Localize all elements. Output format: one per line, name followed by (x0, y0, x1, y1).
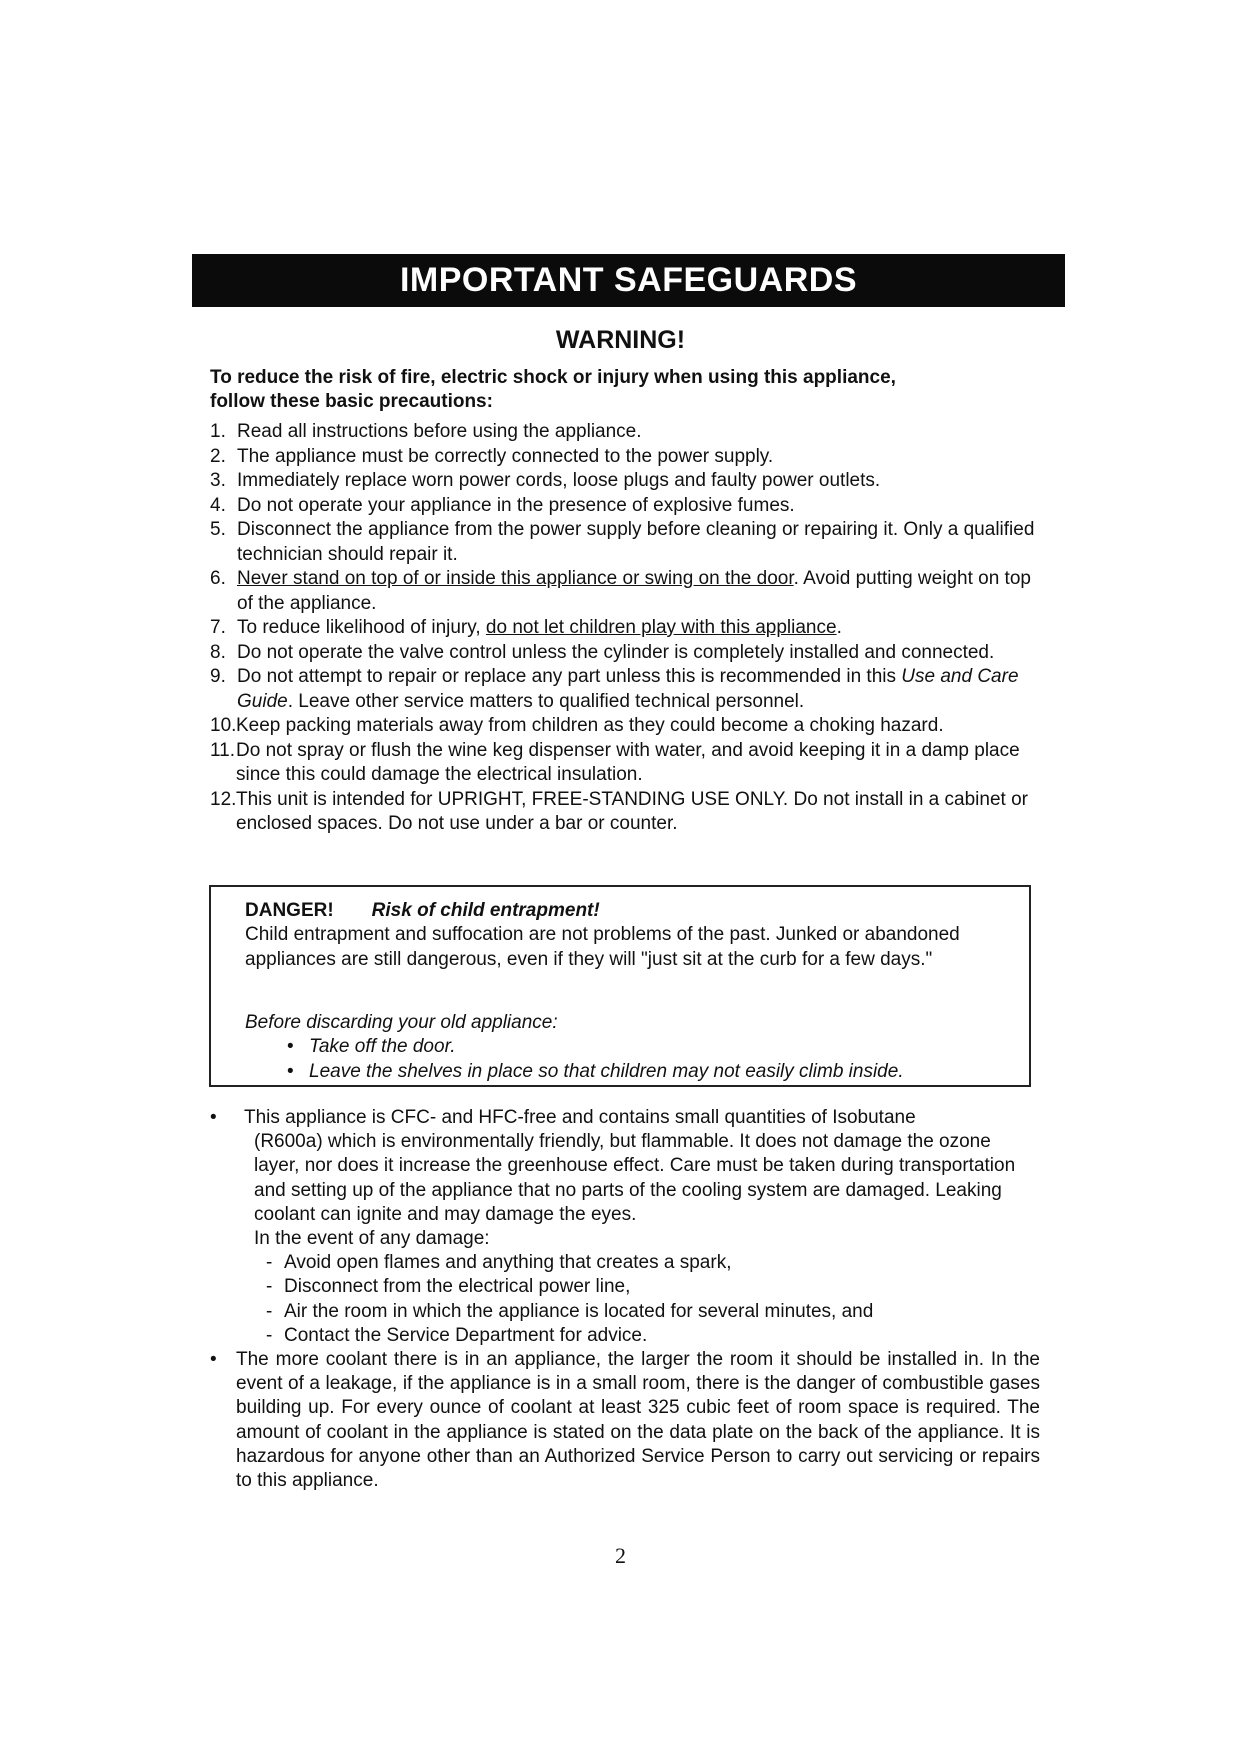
precaution-item (210, 665, 1040, 714)
item-underlined-text: do not let children play with this appliance (485, 617, 837, 638)
item-number: 10. (210, 715, 237, 736)
item-number: 9. (210, 666, 226, 687)
precaution-item (210, 420, 1040, 445)
item-italic-text: Use and Care Guide (237, 666, 1019, 712)
damage-step (266, 1275, 1040, 1299)
item-text: . Avoid putting weight on top of the appliance. (237, 568, 1031, 614)
discard-step (287, 1035, 904, 1060)
item-text: . Leave other service matters to qualified technical personnel. (287, 690, 805, 712)
warning-heading: WARNING! (555, 326, 686, 354)
danger-label: DANGER! (245, 900, 334, 921)
bullet-icon: • (210, 1349, 217, 1371)
precaution-item (210, 714, 1040, 739)
discard-step (287, 1060, 904, 1085)
item-number: 2. (210, 445, 226, 467)
danger-box (209, 885, 1031, 1087)
dash-icon: - (266, 1300, 273, 1322)
item-text: This unit is intended for UPRIGHT, FREE-STANDING USE ONLY. Do not install in a cabinet or enclosed spaces. Do not use under a bar or counter. (236, 788, 1028, 834)
item-number: 11. (210, 739, 236, 761)
damage-step-text: Avoid open flames and anything that creates a spark, (284, 1252, 732, 1274)
note-text: In the event of any damage: (254, 1228, 490, 1250)
discard-step-text: Take off the door. (309, 1036, 456, 1057)
item-text: . (836, 617, 842, 638)
damage-step-text: Contact the Service Department for advice. (284, 1324, 648, 1346)
page-number: 2 (615, 1543, 626, 1568)
item-text: To reduce likelihood of injury, (237, 617, 486, 638)
dash-icon: - (266, 1252, 273, 1274)
bullet-icon: • (287, 1060, 294, 1082)
item-number: 3. (210, 470, 226, 491)
precaution-item (210, 641, 1040, 666)
item-text: Disconnect the appliance from the power supply before cleaning or repairing it. Only a qualified technician should repair it. (237, 519, 1035, 565)
item-number: 8. (210, 641, 226, 663)
item-text: The appliance must be correctly connected to the power supply. (237, 445, 774, 467)
discard-step-text: Leave the shelves in place so that children may not easily climb inside. (309, 1060, 904, 1082)
item-text: Do not attempt to repair or replace any part unless this is recommended in this (237, 666, 902, 687)
item-number: 12. (210, 788, 237, 810)
precaution-item (210, 616, 1040, 641)
damage-step-text: Disconnect from the electrical power line, (284, 1276, 631, 1298)
item-text: Do not operate the valve control unless the cylinder is completely installed and connected. (237, 641, 995, 663)
damage-step (266, 1251, 1040, 1275)
precaution-item (210, 567, 1040, 616)
damage-step (266, 1324, 1040, 1348)
precaution-item (210, 518, 1040, 567)
precaution-item (210, 494, 1040, 519)
note-text: This appliance is CFC- and HFC-free and contains small quantities of Isobutane (244, 1107, 916, 1128)
item-text: Do not spray or flush the wine keg dispenser with water, and avoid keeping it in a damp place since this could damage the electrical insulation. (236, 739, 1020, 785)
item-text: Keep packing materials away from children as they could become a choking hazard. (236, 715, 944, 736)
damage-step-text: Air the room in which the appliance is located for several minutes, and (284, 1300, 874, 1322)
damage-step (266, 1300, 1040, 1324)
note-text: (R600a) which is environmentally friendly, but flammable. It does not damage the ozone layer, nor does it increase the greenhouse effect. Care must be taken during transportation and setting up of the appliance that no parts of the cooling system are damaged. Leaking coolant can ignite and may damage the eyes. (254, 1131, 1016, 1225)
item-number: 7. (210, 617, 226, 638)
precautions-list (210, 420, 1040, 837)
precaution-item (210, 739, 1040, 788)
item-number: 5. (210, 519, 226, 540)
item-text: Read all instructions before using the appliance. (237, 421, 642, 442)
danger-risk: Risk of child entrapment! (371, 900, 600, 921)
refrigerant-note (210, 1348, 1040, 1493)
item-number: 6. (210, 568, 226, 589)
refrigerant-note (210, 1106, 1040, 1348)
dash-icon: - (266, 1276, 273, 1298)
danger-header (245, 899, 600, 924)
danger-before-discarding: Before discarding your old appliance: (245, 1012, 558, 1033)
section-banner: IMPORTANT SAFEGUARDS (192, 254, 1065, 307)
bullet-icon: • (210, 1107, 217, 1128)
bullet-icon: • (287, 1036, 294, 1057)
danger-body: Child entrapment and suffocation are not problems of the past. Junked or abandoned appliances are still dangerous, even if they will "just sit at the curb for a few days." (245, 924, 960, 970)
intro-text (210, 366, 1030, 414)
note-text: The more coolant there is in an appliance, the larger the room it should be installed in. In the event of a leakage, if the appliance is in a small room, there is the danger of combustible gases building up. For every ounce of coolant at least 325 cubic feet of room space is required. The amount of coolant in the appliance is stated on the data plate on the back of the appliance. It is hazardous for anyone other than an Authorized Service Person to carry out servicing or repairs to this appliance. (236, 1349, 1040, 1492)
refrigerant-notes (210, 1106, 1040, 1493)
precaution-item (210, 445, 1040, 470)
item-text: Immediately replace worn power cords, loose plugs and faulty power outlets. (237, 470, 881, 491)
damage-steps (244, 1251, 1040, 1348)
dash-icon: - (266, 1324, 273, 1346)
item-number: 4. (210, 494, 226, 516)
discard-steps (287, 1035, 904, 1084)
intro-line-2: follow these basic precautions: (210, 391, 493, 412)
item-underlined-text: Never stand on top of or inside this appliance or swing on the door (237, 568, 794, 589)
item-number: 1. (210, 421, 226, 442)
item-text: Do not operate your appliance in the presence of explosive fumes. (237, 494, 795, 516)
precaution-item (210, 469, 1040, 494)
precaution-item (210, 788, 1040, 837)
intro-line-1: To reduce the risk of fire, electric shock or injury when using this appliance, (210, 367, 896, 388)
